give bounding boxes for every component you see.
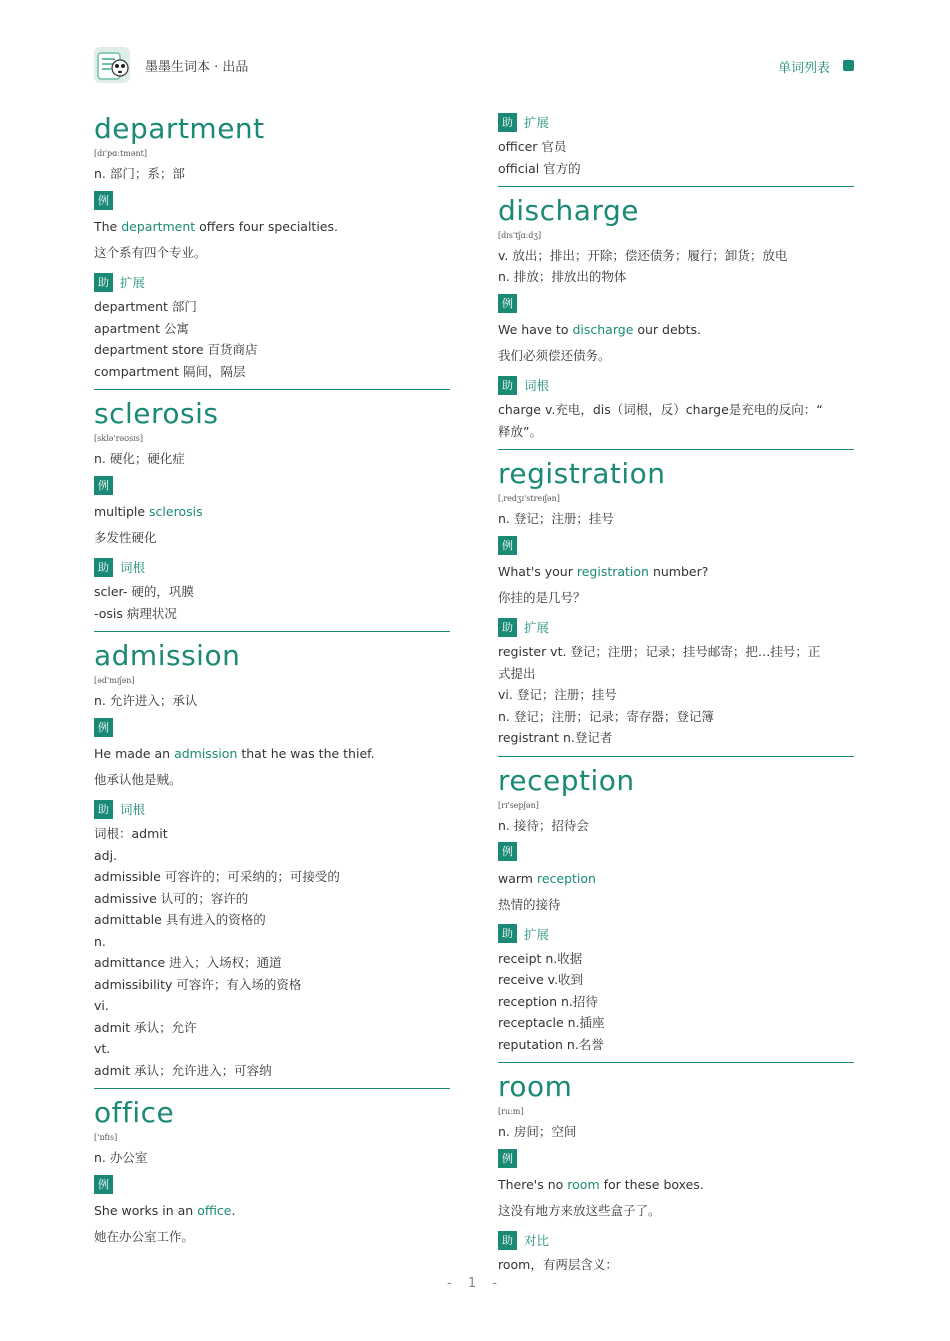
aux-line: admissive 认可的；容许的 xyxy=(94,890,249,906)
help-tag: 助 xyxy=(498,376,517,395)
help-tag: 助 xyxy=(498,113,517,132)
example-tag-row xyxy=(94,1174,450,1194)
example-tag: 例 xyxy=(94,476,113,495)
aux-line: admittance 进入；入场权；通道 xyxy=(94,955,282,970)
page-header xyxy=(94,47,856,83)
help-tag-label: 词根 xyxy=(524,378,550,393)
example-sentence: multiple sclerosis xyxy=(94,504,203,519)
example-sentence: He made an admission that he was the thief. xyxy=(94,746,375,761)
help-tag-label: 对比 xyxy=(524,1233,550,1248)
help-tag-row xyxy=(498,924,854,944)
phonetic: [əd'mɪʃən] xyxy=(94,676,135,685)
word-title: registration xyxy=(498,457,666,490)
aux-line: admissible 可容许的；可采纳的；可接受的 xyxy=(94,869,340,884)
aux-line: compartment 隔间，隔层 xyxy=(94,363,246,379)
aux-line: 式提出 xyxy=(498,665,536,681)
brand-text: 墨墨生词本 · 出品 xyxy=(145,60,249,75)
example-tag-row xyxy=(498,1148,854,1168)
highlighted-word: admission xyxy=(174,746,238,761)
help-tag-row xyxy=(498,112,854,132)
definition: n. 硬化；硬化症 xyxy=(94,451,185,466)
help-tag-label: 词根 xyxy=(120,560,146,575)
example-translation: 多发性硬化 xyxy=(94,530,157,545)
definition: n. 接待；招待会 xyxy=(498,817,589,833)
word-title: sclerosis xyxy=(94,397,219,430)
example-tag: 例 xyxy=(498,842,517,861)
phonetic: [dɪs'tʃɑːdʒ] xyxy=(498,231,542,240)
definition: n. 允许进入；承认 xyxy=(94,693,198,708)
example-sentence: The department offers four specialties. xyxy=(94,219,338,234)
entry-registration xyxy=(498,455,854,749)
example-tag-row xyxy=(94,717,450,737)
word-title: department xyxy=(94,112,265,145)
help-tag-row xyxy=(94,272,450,292)
entry-divider xyxy=(94,631,450,632)
aux-line: charge v.充电，dis（词根，反）charge是充电的反向：“ xyxy=(498,402,823,417)
entry-divider xyxy=(498,186,854,187)
help-tag-row xyxy=(498,1230,854,1250)
help-tag-row xyxy=(498,617,854,637)
help-tag-label: 扩展 xyxy=(524,620,550,635)
aux-line: receipt n.收据 xyxy=(498,950,583,966)
app-logo-icon xyxy=(94,47,130,83)
aux-line: room，有两层含义： xyxy=(498,1257,618,1272)
help-tag: 助 xyxy=(94,800,113,819)
phonetic: [ˌredʒɪ'streɪʃən] xyxy=(498,494,560,503)
aux-line: register vt. 登记；注册；记录；挂号邮寄；把…挂号；正 xyxy=(498,644,821,659)
aux-line: adj. xyxy=(94,847,118,863)
highlighted-word: registration xyxy=(576,564,649,579)
entry-divider xyxy=(498,756,854,757)
help-tag: 助 xyxy=(498,924,517,943)
example-sentence: She works in an office. xyxy=(94,1203,236,1218)
example-translation: 他承认他是贼。 xyxy=(94,772,182,787)
highlighted-word: department xyxy=(121,219,196,234)
example-tag: 例 xyxy=(498,294,517,313)
phonetic: ['ɒfɪs] xyxy=(94,1133,118,1142)
aux-line: official 官方的 xyxy=(498,160,581,176)
entry-admission xyxy=(94,637,450,1081)
phonetic: [ruːm] xyxy=(498,1107,524,1116)
definition: n. 登记；注册；挂号 xyxy=(498,511,614,526)
example-tag: 例 xyxy=(498,536,517,555)
example-tag-row xyxy=(498,842,854,862)
aux-line: 词根：admit xyxy=(94,826,168,841)
entry-room xyxy=(498,1068,854,1276)
entry-divider xyxy=(94,389,450,390)
entry-divider xyxy=(498,1062,854,1063)
entry-divider xyxy=(498,449,854,450)
aux-line: receptacle n.插座 xyxy=(498,1015,605,1030)
example-translation: 这个系有四个专业。 xyxy=(94,245,207,260)
example-tag: 例 xyxy=(498,1149,517,1168)
entry-reception xyxy=(498,762,854,1056)
definition: n. 房间；空间 xyxy=(498,1124,577,1139)
aux-line: vi. 登记；注册；挂号 xyxy=(498,687,617,702)
example-sentence: warm reception xyxy=(498,870,596,886)
definition: v. 放出；排出；开除；偿还债务；履行；卸货；放电 xyxy=(498,248,788,263)
help-tag-label: 扩展 xyxy=(524,926,550,942)
highlighted-word: reception xyxy=(536,870,596,886)
left-column xyxy=(94,110,450,1250)
example-translation: 这没有地方来放这些盒子了。 xyxy=(498,1203,661,1218)
example-tag-row xyxy=(498,293,854,313)
help-tag: 助 xyxy=(94,558,113,577)
aux-line: n. 登记；注册；记录；寄存器；登记簿 xyxy=(498,708,714,724)
example-tag-row xyxy=(94,190,450,210)
entry-office xyxy=(94,1094,450,1250)
help-tag-label: 词根 xyxy=(120,802,146,817)
word-title: discharge xyxy=(498,194,639,227)
example-translation: 热情的接待 xyxy=(498,896,561,912)
help-tag: 助 xyxy=(498,618,517,637)
aux-line: scler- 硬的，巩膜 xyxy=(94,584,194,599)
aux-line: admissibility 可容许；有入场的资格 xyxy=(94,976,302,992)
help-tag-label: 扩展 xyxy=(524,115,550,130)
highlighted-word: office xyxy=(197,1203,232,1218)
aux-line: registrant n.登记者 xyxy=(498,730,613,745)
word-list-link[interactable]: 单词列表 xyxy=(777,61,830,76)
help-tag-label: 扩展 xyxy=(120,275,146,290)
entry-divider xyxy=(94,1088,450,1089)
aux-line: reputation n.名誉 xyxy=(498,1036,604,1052)
highlighted-word: sclerosis xyxy=(149,504,203,519)
aux-line: admit 承认；允许进入；可容纳 xyxy=(94,1062,272,1078)
word-title: office xyxy=(94,1096,175,1129)
help-tag: 助 xyxy=(498,1231,517,1250)
aux-line: vi. xyxy=(94,998,109,1013)
word-title: admission xyxy=(94,639,241,672)
example-translation: 她在办公室工作。 xyxy=(94,1229,195,1244)
definition: n. 部门；系；部 xyxy=(94,166,185,181)
word-list-marker-icon xyxy=(843,60,854,71)
example-tag-row xyxy=(94,475,450,495)
example-sentence: We have to discharge our debts. xyxy=(498,322,701,337)
help-tag-row xyxy=(498,375,854,395)
example-tag-row xyxy=(498,535,854,555)
word-title: reception xyxy=(498,763,635,797)
aux-line: vt. xyxy=(94,1041,111,1056)
help-tag-row xyxy=(94,799,450,819)
aux-line: n. xyxy=(94,933,106,949)
right-column xyxy=(498,110,854,1276)
highlighted-word: discharge xyxy=(572,322,634,337)
example-tag: 例 xyxy=(94,1175,113,1194)
aux-line: receive v.收到 xyxy=(498,972,584,987)
example-translation: 你挂的是几号？ xyxy=(498,590,586,605)
example-sentence: There's no room for these boxes. xyxy=(498,1177,704,1192)
entry-office-continued xyxy=(498,112,854,179)
help-tag-row xyxy=(94,557,450,577)
aux-line: apartment 公寓 xyxy=(94,320,189,336)
entry-discharge xyxy=(498,192,854,442)
aux-line: admit 承认；允许 xyxy=(94,1019,197,1035)
phonetic: [rɪ'sepʃən] xyxy=(498,800,539,810)
highlighted-word: room xyxy=(567,1177,600,1192)
definition: n. 办公室 xyxy=(94,1150,148,1165)
definition: n. 排放；排放出的物体 xyxy=(498,269,627,284)
aux-line: department store 百货商店 xyxy=(94,342,258,357)
phonetic: [sklə'rəʊsɪs] xyxy=(94,434,143,443)
example-sentence: What's your registration number? xyxy=(498,564,709,579)
aux-line: department 部门 xyxy=(94,299,197,314)
example-tag: 例 xyxy=(94,718,113,737)
aux-line: officer 官员 xyxy=(498,139,567,154)
aux-line: admittable 具有进入的资格的 xyxy=(94,912,266,927)
example-tag: 例 xyxy=(94,191,113,210)
page-number: - 1 - xyxy=(447,1276,503,1291)
example-translation: 我们必须偿还债务。 xyxy=(498,348,611,363)
aux-line: reception n.招待 xyxy=(498,993,598,1009)
entry-department xyxy=(94,110,450,382)
word-title: room xyxy=(498,1070,573,1103)
phonetic: [dɪ'pɑːtmənt] xyxy=(94,149,147,158)
entry-sclerosis xyxy=(94,395,450,624)
help-tag: 助 xyxy=(94,273,113,292)
aux-line: 释放”。 xyxy=(498,423,542,439)
aux-line: -osis 病理状况 xyxy=(94,605,177,621)
